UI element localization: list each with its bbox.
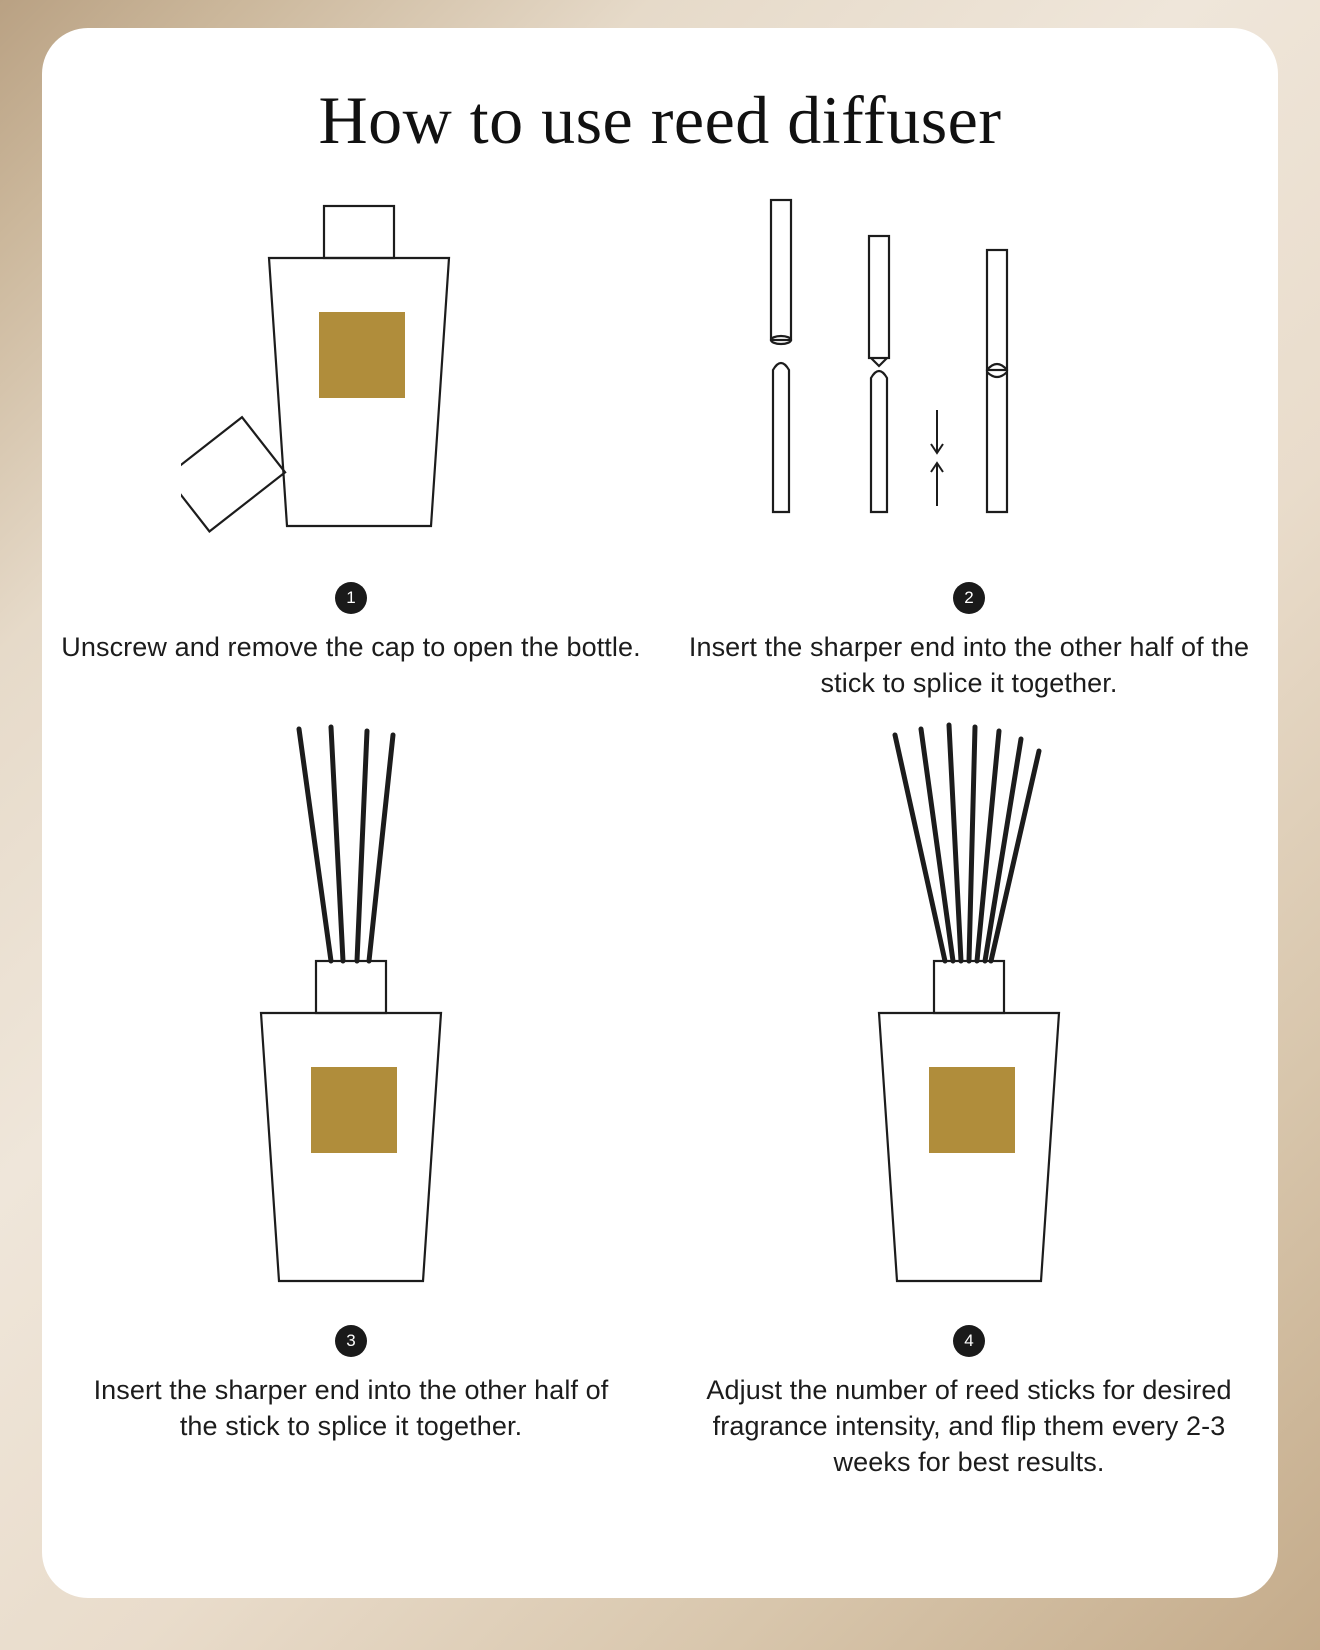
step-4-number: 4: [953, 1325, 985, 1357]
step-3-illustration: [181, 701, 521, 1301]
steps-grid: [42, 178, 1278, 1480]
step-1-caption: Unscrew and remove the cap to open the bottle.: [61, 632, 641, 662]
step-4: [660, 701, 1278, 1480]
step-4-illustration: [799, 701, 1139, 1301]
step-3-caption: Insert the sharper end into the other half of the stick to splice it together.: [93, 1375, 609, 1441]
instruction-card: [42, 28, 1278, 1598]
step-2-caption: Insert the sharper end into the other half of the stick to splice it together.: [688, 632, 1250, 698]
step-1-illustration: [181, 178, 521, 558]
step-1: [42, 178, 660, 701]
step-3-number: 3: [335, 1325, 367, 1357]
step-3: [42, 701, 660, 1480]
step-2-number: 2: [953, 582, 985, 614]
step-1-number: 1: [335, 582, 367, 614]
page-title: How to use reed diffuser: [318, 82, 1002, 158]
step-2-illustration: [759, 178, 1179, 558]
step-4-caption: Adjust the number of reed sticks for desired fragrance intensity, and flip them every 2-3 weeks for best results.: [706, 1375, 1232, 1477]
step-2: [660, 178, 1278, 701]
